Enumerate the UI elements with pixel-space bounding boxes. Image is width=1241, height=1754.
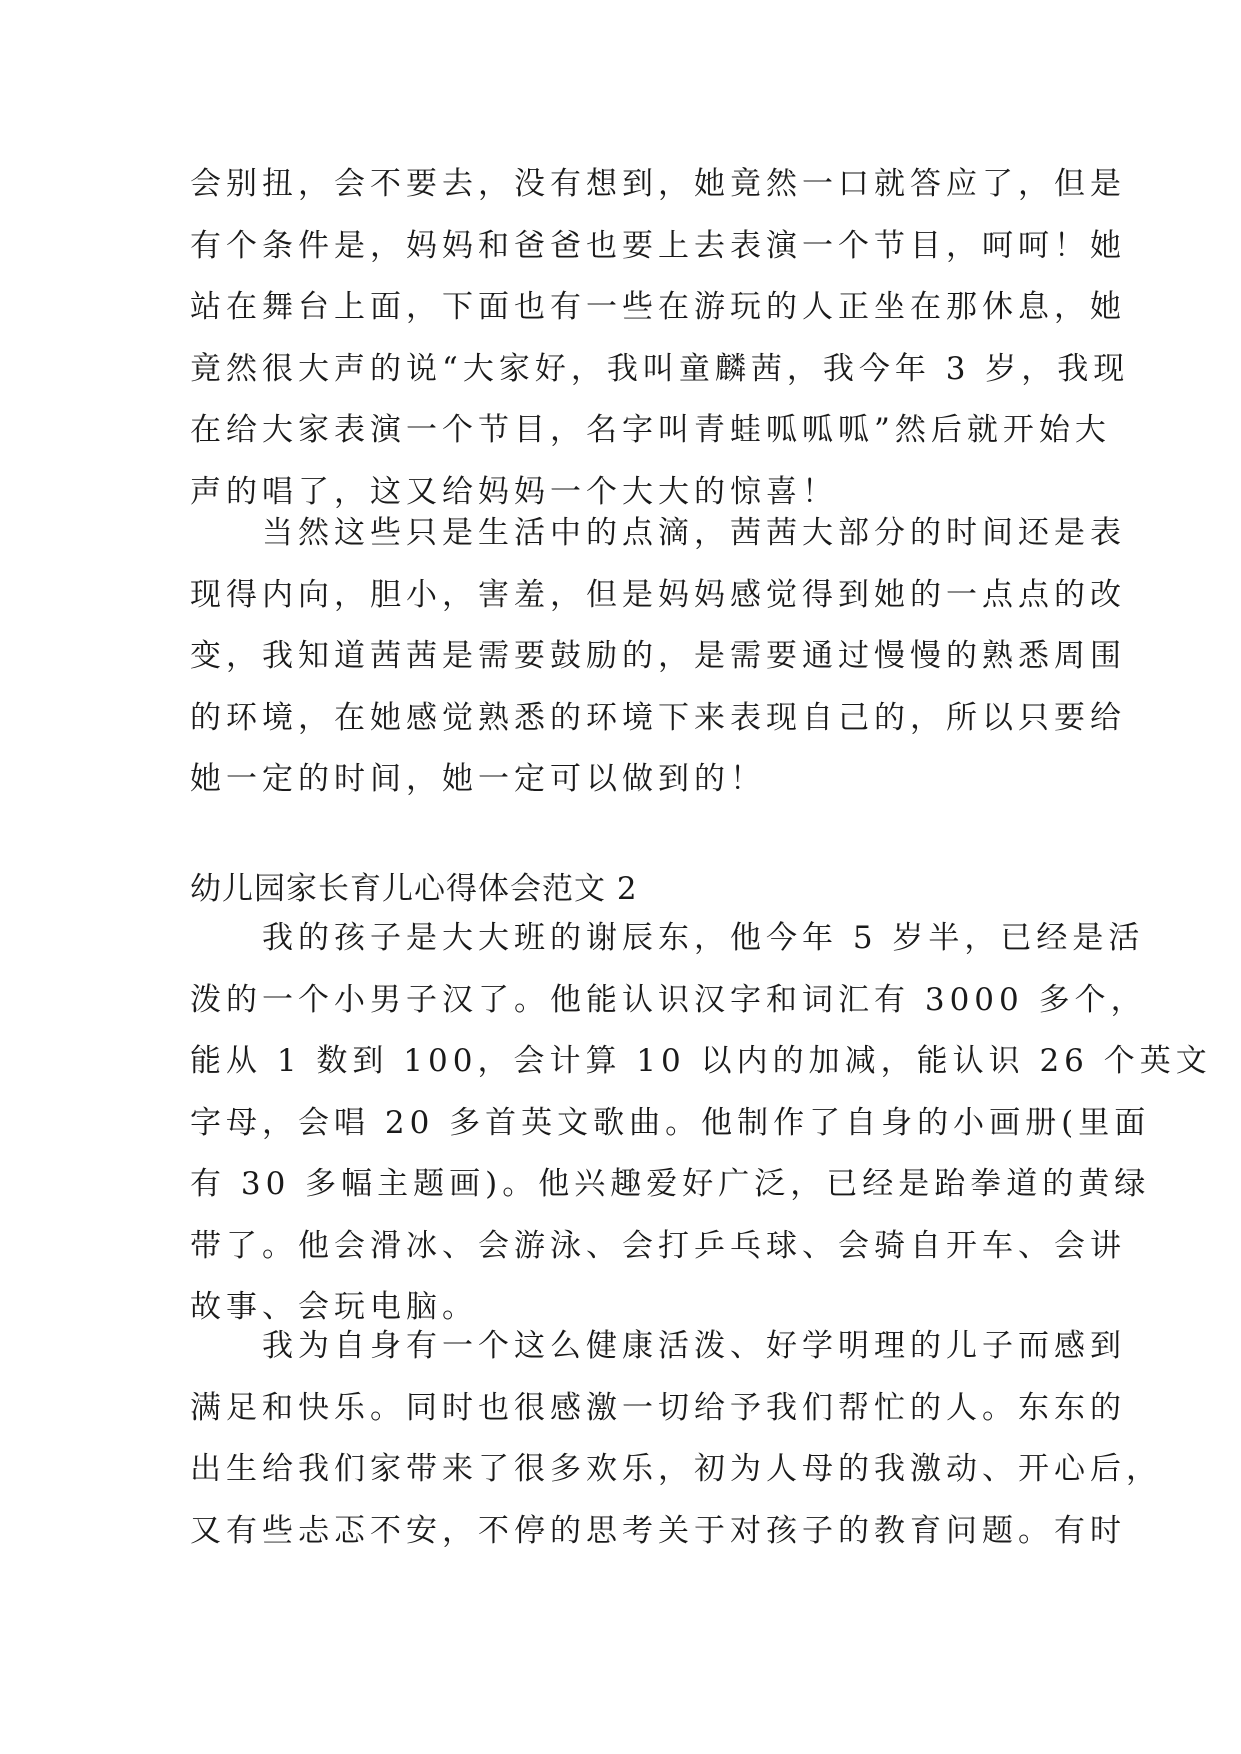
text-line: 我的孩子是大大班的谢辰东，他今年 5 岁半，已经是活 — [190, 920, 1145, 956]
text-line: 在给大家表演一个节目，名字叫青蛙呱呱呱”然后就开始大 — [190, 412, 1111, 448]
section-heading: 幼儿园家长育儿心得体会范文 2 — [190, 871, 638, 907]
paragraph — [190, 908, 1212, 1339]
text-line: 带了。他会滑冰、会游泳、会打乒乓球、会骑自开车、会讲 — [190, 1227, 1126, 1264]
text-line: 出生给我们家带来了很多欢乐，初为人母的我激动、开心后， — [190, 1451, 1162, 1487]
text-line: 变，我知道茜茜是需要鼓励的，是需要通过慢慢的熟悉周围 — [190, 638, 1126, 674]
text-line: 能从 1 数到 100，会计算 10 以内的加减，能认识 26 个英文 — [190, 1043, 1212, 1079]
text-line: 满足和快乐。同时也很感激一切给予我们帮忙的人。东东的 — [190, 1389, 1126, 1426]
text-line: 有个条件是，妈妈和爸爸也要上去表演一个节目，呵呵！她 — [190, 227, 1126, 264]
text-line: 会别扭，会不要去，没有想到，她竟然一口就答应了，但是 — [190, 166, 1126, 202]
text-line: 当然这些只是生活中的点滴，茜茜大部分的时间还是表 — [190, 515, 1126, 551]
text-line: 她一定的时间，她一定可以做到的！ — [190, 761, 766, 797]
text-line: 有 30 多幅主题画)。他兴趣爱好广泛，已经是跆拳道的黄绿 — [190, 1166, 1151, 1202]
text-line: 故事、会玩电脑。 — [190, 1289, 478, 1325]
text-line: 站在舞台上面，下面也有一些在游玩的人正坐在那休息，她 — [190, 289, 1126, 325]
text-line: 泼的一个小男子汉了。他能认识汉字和词汇有 3000 多个， — [190, 981, 1147, 1018]
text-line: 字母，会唱 20 多首英文歌曲。他制作了自身的小画册(里面 — [190, 1104, 1151, 1141]
paragraph — [190, 1316, 1162, 1562]
paragraph — [190, 503, 1126, 811]
text-line: 声的唱了，这又给妈妈一个大大的惊喜！ — [190, 473, 838, 510]
text-line: 我为自身有一个这么健康活泼、好学明理的儿子而感到 — [190, 1328, 1126, 1364]
text-line: 竟然很大声的说“大家好，我叫童麟茜，我今年 3 岁，我现 — [190, 350, 1130, 387]
paragraph-continued — [190, 154, 1130, 523]
text-line: 又有些忐忑不安，不停的思考关于对孩子的教育问题。有时 — [190, 1512, 1126, 1549]
text-line: 现得内向，胆小，害羞，但是妈妈感觉得到她的一点点的改 — [190, 576, 1126, 613]
text-line: 的环境，在她感觉熟悉的环境下来表现自己的，所以只要给 — [190, 699, 1126, 736]
